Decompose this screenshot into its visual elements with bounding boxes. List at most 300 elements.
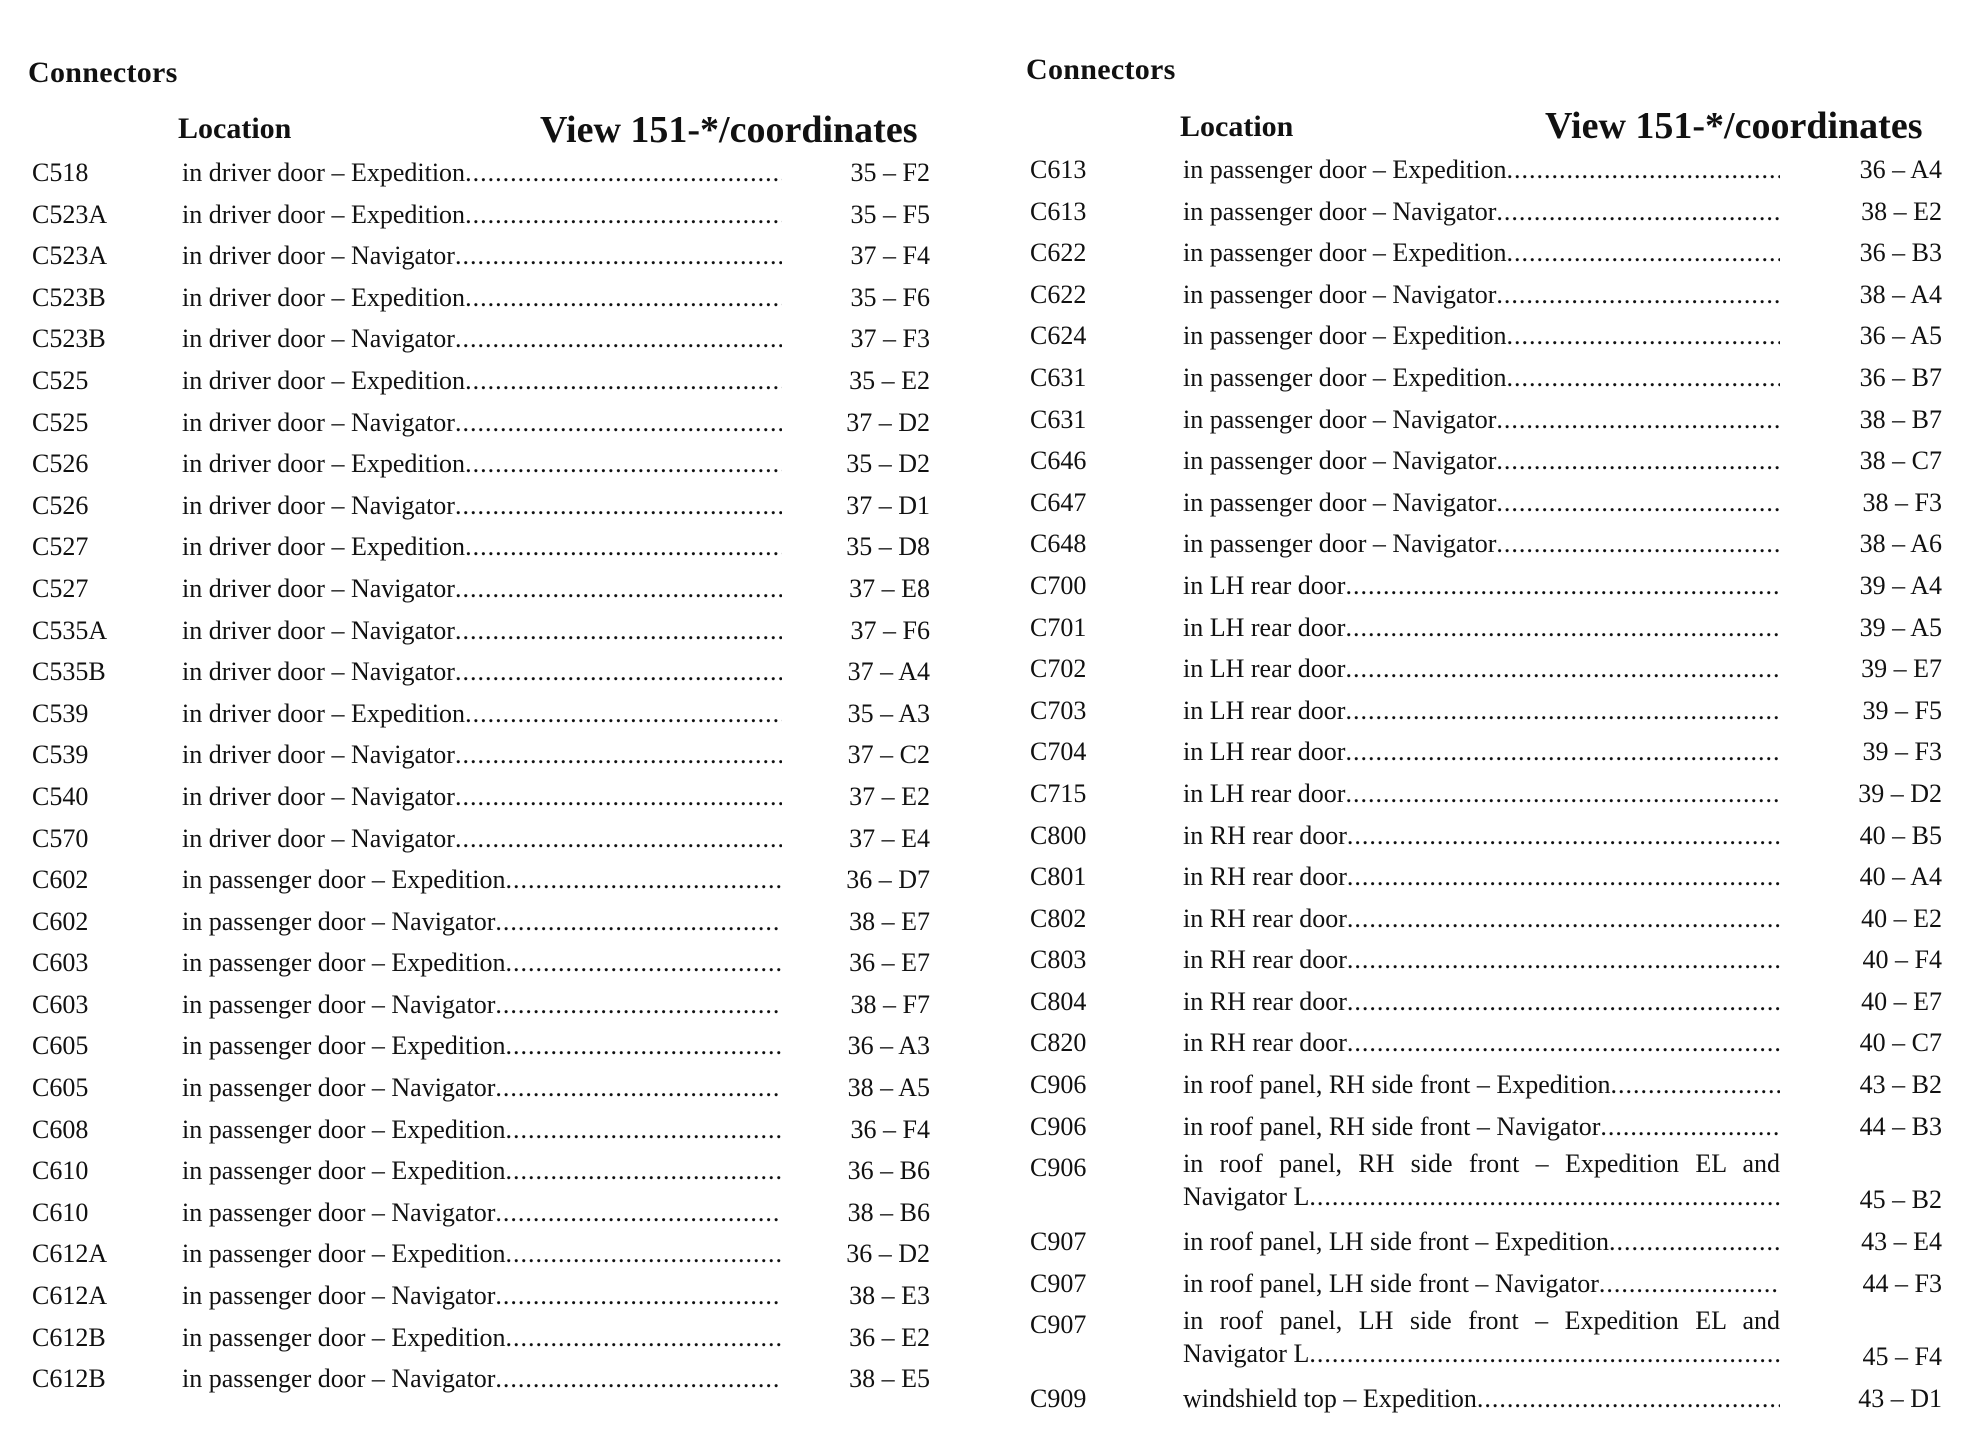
table-row [1000,357,1964,399]
location-text: in driver door – Navigator [182,573,455,603]
location-text: in LH rear door [1183,612,1346,642]
view-coordinates: 35 – D2 [846,449,930,479]
location-text: in RH rear door [1183,945,1347,975]
connector-code: C603 [32,989,89,1019]
connector-code: C704 [1030,737,1087,767]
view-coordinates: 44 – F3 [1862,1268,1942,1298]
view-coordinates: 43 – E4 [1861,1227,1942,1257]
connector-code: C526 [32,490,89,520]
location-text: in driver door – Navigator [182,490,455,520]
view-coordinates: 37 – F4 [850,241,930,271]
location-text: in passenger door – Expedition [182,1239,506,1269]
table-row [1000,482,1964,524]
dot-leader [455,610,782,652]
dot-leader [465,152,782,194]
connector-code: C703 [1030,695,1087,725]
connector-code: C907 [1030,1227,1087,1257]
location-text: in roof panel, LH side front – Navigator [1183,1268,1599,1298]
connector-code: C602 [32,906,89,936]
connector-code: C907 [1030,1310,1087,1340]
location-text: in LH rear door [1183,570,1346,600]
dot-leader [1347,815,1780,857]
table-row [0,277,980,319]
view-coordinates: 35 – E2 [849,365,930,395]
table-row [0,818,980,860]
connector-location [1183,399,1780,441]
location-text: in LH rear door [1183,737,1346,767]
column-header-view: View 151-*/coordinates [1545,105,1923,147]
location-text: in passenger door – Expedition [1183,321,1507,351]
dot-leader [495,1358,782,1400]
connector-code: C622 [1030,279,1087,309]
dot-leader [465,443,782,485]
location-text: in RH rear door [1183,903,1347,933]
section-heading: Connectors [28,56,178,89]
table-row [0,318,980,360]
location-text: in driver door – Expedition [182,532,466,562]
dot-leader [495,901,782,943]
view-coordinates: 38 – E7 [849,906,930,936]
dot-leader [495,1275,782,1317]
connector-location [182,1358,782,1400]
dot-leader [1507,357,1781,399]
dot-leader [455,485,782,527]
dot-leader [455,318,782,360]
connector-location [1183,191,1780,233]
table-row [0,1109,980,1151]
location-text: in driver door – Navigator [182,615,455,645]
connector-location [1183,898,1780,940]
location-text: in passenger door – Navigator [1183,404,1497,434]
location-text: in passenger door – Expedition [182,1156,506,1186]
connector-location [182,1317,782,1359]
location-text: in RH rear door [1183,986,1347,1016]
connector-location [1183,1304,1780,1370]
table-row [1000,1022,1964,1064]
view-coordinates: 39 – F3 [1862,737,1942,767]
dot-leader [1496,399,1780,441]
table-row [0,152,980,194]
view-coordinates: 36 – E7 [849,948,930,978]
dot-leader [465,526,782,568]
location-text: in driver door – Expedition [182,449,466,479]
view-coordinates: 36 – D2 [846,1239,930,1269]
table-row [0,194,980,236]
connector-code: C613 [1030,155,1087,184]
dot-leader [1345,731,1780,773]
table-row [1000,1064,1964,1106]
connector-location [182,776,782,818]
connector-code: C612B [32,1322,106,1352]
view-coordinates: 36 – B7 [1859,362,1942,392]
connector-location [1183,232,1780,274]
connector-location [182,859,782,901]
dot-leader [1599,1263,1780,1305]
connector-location [182,610,782,652]
connector-code: C802 [1030,903,1087,933]
dot-leader [1609,1221,1780,1263]
connector-location [182,1067,782,1109]
view-coordinates: 40 – E2 [1861,903,1942,933]
connector-code: C801 [1030,862,1087,892]
table-row [0,402,980,444]
column-header-view: View 151-*/coordinates [540,109,918,151]
connector-table [1000,149,1964,1420]
table-row [1000,731,1964,773]
connector-location [182,1025,782,1067]
dot-leader [465,277,782,319]
table-row [0,901,980,943]
connector-location [182,734,782,776]
connector-code: C605 [32,1031,89,1061]
connector-location [182,526,782,568]
connector-code: C525 [32,365,89,395]
view-coordinates: 36 – F4 [850,1114,930,1144]
view-coordinates: 39 – A5 [1859,612,1942,642]
dot-leader [1345,690,1780,732]
connector-code: C646 [1030,446,1087,476]
view-coordinates: 37 – A4 [847,657,930,687]
dot-leader [506,1109,783,1151]
table-row [0,734,980,776]
dot-leader [1496,440,1780,482]
view-coordinates: 40 – F4 [1862,945,1942,975]
location-text: in driver door – Navigator [182,241,455,271]
table-row [0,526,980,568]
connector-code: C605 [32,1073,89,1103]
view-coordinates: 40 – B5 [1859,820,1942,850]
table-row [1000,191,1964,233]
location-text: in driver door – Expedition [182,698,466,728]
table-row [0,1067,980,1109]
connector-code: C523A [32,199,108,229]
connector-location [1183,440,1780,482]
table-row [1000,1378,1964,1420]
location-line-2: Navigator L [1183,1182,1310,1212]
dot-leader [495,1067,782,1109]
view-coordinates: 36 – E2 [849,1322,930,1352]
view-coordinates: 36 – B6 [847,1156,930,1186]
view-coordinates: 38 – B7 [1859,404,1942,434]
connector-code: C570 [32,823,89,853]
connector-location [1183,731,1780,773]
connector-code: C804 [1030,986,1087,1016]
table-row [0,1025,980,1067]
table-row [0,1192,980,1234]
connector-location [182,1109,782,1151]
view-coordinates: 36 – B3 [1859,238,1942,268]
connector-location [1183,773,1780,815]
connector-code: C700 [1030,570,1087,600]
connector-location [182,277,782,319]
location-text: in passenger door – Expedition [182,948,506,978]
location-line-1: in roof panel, RH side front – Expedition EL and [1183,1149,1780,1179]
table-row [0,776,980,818]
connector-location [182,235,782,277]
dot-leader [1347,981,1780,1023]
connector-location [182,360,782,402]
view-coordinates: 37 – D1 [846,490,930,520]
connector-code: C702 [1030,654,1087,684]
connector-location [182,1275,782,1317]
connector-location [1183,565,1780,607]
connector-location [182,402,782,444]
table-row [0,568,980,610]
dot-leader [1610,1064,1780,1106]
view-coordinates: 43 – D1 [1858,1384,1942,1414]
table-row [0,1150,980,1192]
location-text: in driver door – Expedition [182,282,466,312]
connector-code: C602 [32,865,89,895]
location-text: in passenger door – Navigator [1183,279,1497,309]
location-text: in passenger door – Navigator [1183,196,1497,226]
view-coordinates: 38 – F3 [1862,487,1942,517]
location-text: in passenger door – Expedition [1183,155,1507,184]
table-row [0,443,980,485]
connector-location [182,1233,782,1275]
connector-code: C539 [32,698,89,728]
view-coordinates: 36 – A4 [1859,155,1942,184]
connector-location [182,443,782,485]
connector-code: C906 [1030,1153,1087,1183]
location-text: windshield top – Expedition [1183,1384,1477,1414]
connector-code: C648 [1030,529,1087,559]
connector-location [1183,856,1780,898]
connector-code: C610 [32,1197,89,1227]
connector-code: C527 [32,573,89,603]
connector-location [182,568,782,610]
dot-leader [1600,1106,1780,1148]
connector-code: C800 [1030,820,1087,850]
location-text: in passenger door – Navigator [182,906,496,936]
dot-leader [455,402,782,444]
location-text: in passenger door – Expedition [1183,362,1507,392]
table-row [1000,690,1964,732]
connector-location [182,318,782,360]
view-coordinates: 38 – B6 [847,1197,930,1227]
view-coordinates: 45 – B2 [1859,1185,1942,1215]
table-row [1000,1147,1964,1221]
dot-leader [1496,523,1780,565]
dot-leader [455,651,782,693]
dot-leader [1345,648,1780,690]
location-text: in driver door – Expedition [182,365,466,395]
connector-code: C523B [32,324,106,354]
view-coordinates: 38 – A5 [847,1073,930,1103]
table-row [0,693,980,735]
dot-leader [495,1192,782,1234]
view-coordinates: 38 – E5 [849,1364,930,1394]
view-coordinates: 44 – B3 [1859,1111,1942,1141]
dot-leader [1347,898,1780,940]
connector-code: C526 [32,449,89,479]
location-line-2: Navigator L [1183,1339,1310,1369]
location-text: in passenger door – Expedition [182,1322,506,1352]
view-coordinates: 40 – A4 [1859,862,1942,892]
dot-leader [1507,232,1781,274]
table-row [1000,149,1964,191]
location-text: in passenger door – Expedition [182,865,506,895]
dot-leader [1496,482,1780,524]
connector-table [0,152,980,1400]
column-header-location: Location [1180,110,1294,143]
connector-code: C701 [1030,612,1087,642]
dot-leader [1345,565,1780,607]
view-coordinates: 38 – A4 [1859,279,1942,309]
dot-leader [1507,149,1781,191]
location-text: in RH rear door [1183,862,1347,892]
connector-location [182,1192,782,1234]
section-heading: Connectors [1026,53,1176,86]
connector-location [1183,939,1780,981]
dot-leader [495,984,782,1026]
view-coordinates: 38 – E2 [1861,196,1942,226]
dot-leader [1477,1378,1780,1420]
location-text: in RH rear door [1183,820,1347,850]
connector-code: C535A [32,615,108,645]
connector-code: C909 [1030,1384,1087,1414]
dot-leader [1309,1180,1780,1213]
location-text: in passenger door – Navigator [182,1073,496,1103]
dot-leader [455,235,782,277]
dot-leader [1345,773,1780,815]
connector-location [182,984,782,1026]
connector-code: C631 [1030,362,1087,392]
view-coordinates: 36 – D7 [846,865,930,895]
view-coordinates: 37 – C2 [847,740,930,770]
connector-location [182,693,782,735]
connector-location [1183,315,1780,357]
location-text: in driver door – Navigator [182,740,455,770]
location-text: in passenger door – Navigator [1183,446,1497,476]
dot-leader [455,818,782,860]
dot-leader [506,1233,783,1275]
location-text: in passenger door – Navigator [1183,487,1497,517]
connector-location [182,901,782,943]
connector-location [182,152,782,194]
view-coordinates: 36 – A3 [847,1031,930,1061]
table-row [1000,1221,1964,1263]
location-text: in LH rear door [1183,778,1346,808]
connector-location [1183,1263,1780,1305]
view-coordinates: 40 – E7 [1861,986,1942,1016]
table-row [0,942,980,984]
connector-code: C539 [32,740,89,770]
connector-location [1183,523,1780,565]
table-row [1000,274,1964,316]
table-row [1000,648,1964,690]
dot-leader [1496,274,1780,316]
connector-code: C624 [1030,321,1087,351]
table-row [1000,1304,1964,1378]
table-row [1000,607,1964,649]
table-row [1000,1263,1964,1305]
connector-location [182,194,782,236]
table-row [1000,440,1964,482]
connector-code: C906 [1030,1111,1087,1141]
dot-leader [506,1025,783,1067]
view-coordinates: 45 – F4 [1862,1342,1942,1372]
connector-location [1183,607,1780,649]
location-text: in passenger door – Expedition [182,1114,506,1144]
connector-location [1183,981,1780,1023]
connector-code: C803 [1030,945,1087,975]
view-coordinates: 35 – F5 [850,199,930,229]
connector-code: C523A [32,241,108,271]
location-text: in roof panel, RH side front – Navigator [1183,1111,1601,1141]
view-coordinates: 37 – F3 [850,324,930,354]
connector-location [1183,357,1780,399]
table-row [1000,399,1964,441]
location-text: in LH rear door [1183,695,1346,725]
location-text: in driver door – Navigator [182,657,455,687]
connector-location [182,485,782,527]
location-text: in passenger door – Navigator [182,1197,496,1227]
dot-leader [465,360,782,402]
location-text: in driver door – Expedition [182,199,466,229]
dot-leader [506,942,783,984]
dot-leader [1347,939,1780,981]
view-coordinates: 35 – F2 [850,158,930,187]
location-text: in passenger door – Navigator [182,989,496,1019]
table-row [1000,981,1964,1023]
view-coordinates: 36 – A5 [1859,321,1942,351]
location-text: in passenger door – Expedition [182,1031,506,1061]
location-text: in passenger door – Expedition [1183,238,1507,268]
connector-location [1183,1147,1780,1213]
location-text: in LH rear door [1183,654,1346,684]
dot-leader [506,859,783,901]
table-row [0,984,980,1026]
table-row [1000,856,1964,898]
view-coordinates: 40 – C7 [1859,1028,1942,1058]
table-row [1000,232,1964,274]
table-row [1000,898,1964,940]
view-coordinates: 39 – A4 [1859,570,1942,600]
connector-code: C535B [32,657,106,687]
table-row [1000,1106,1964,1148]
connector-location [1183,149,1780,191]
dot-leader [455,776,782,818]
dot-leader [506,1150,783,1192]
connector-code: C907 [1030,1268,1087,1298]
connector-code: C610 [32,1156,89,1186]
connector-code: C612B [32,1364,106,1394]
view-coordinates: 37 – E8 [849,573,930,603]
table-row [0,1275,980,1317]
view-coordinates: 39 – F5 [1862,695,1942,725]
connector-location [182,1150,782,1192]
dot-leader [1347,856,1780,898]
location-text: in driver door – Navigator [182,823,455,853]
dot-leader [455,734,782,776]
view-coordinates: 37 – E2 [849,781,930,811]
view-coordinates: 37 – E4 [849,823,930,853]
location-text: in RH rear door [1183,1028,1347,1058]
table-row [1000,315,1964,357]
connector-code: C622 [1030,238,1087,268]
connector-code: C525 [32,407,89,437]
dot-leader [1345,607,1780,649]
table-row [0,1317,980,1359]
location-text: in roof panel, RH side front – Expedition [1183,1070,1611,1100]
dot-leader [465,693,782,735]
connector-code: C612A [32,1281,108,1311]
connector-code: C647 [1030,487,1087,517]
connector-location [1183,1106,1780,1148]
location-text: in passenger door – Navigator [1183,529,1497,559]
connector-location [1183,482,1780,524]
